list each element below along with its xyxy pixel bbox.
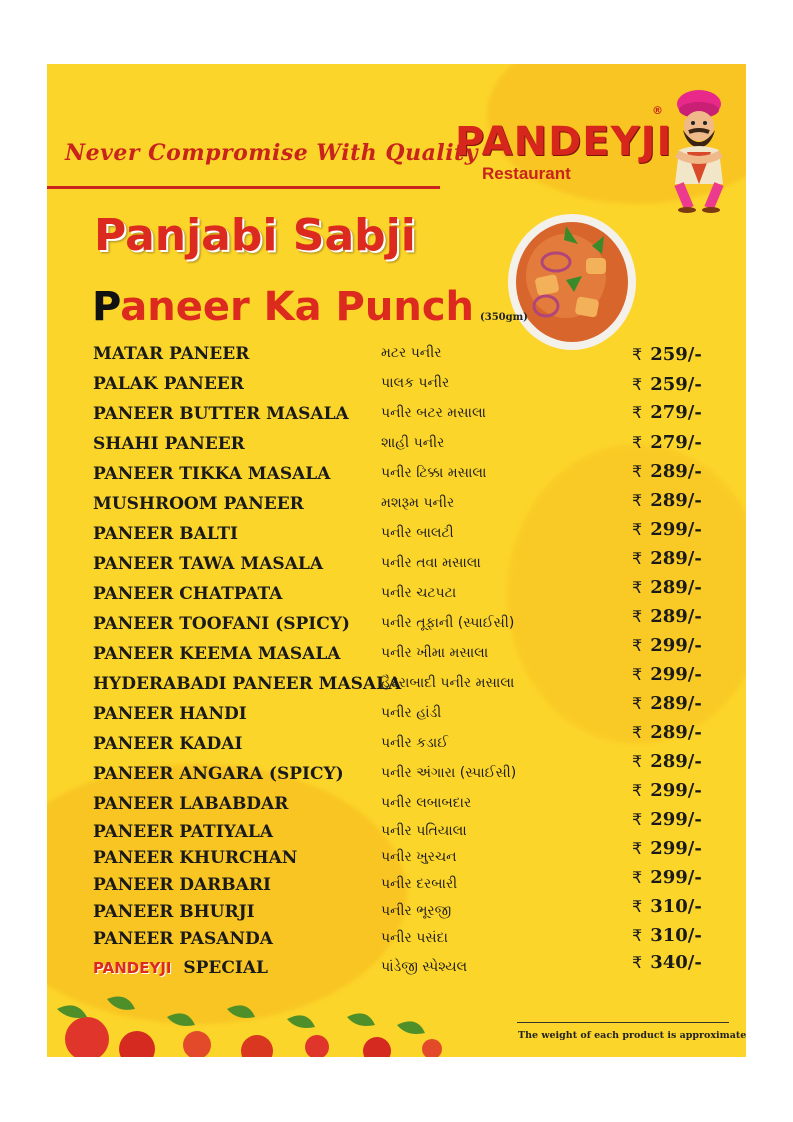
menu-item-gujarati: પાલક પનીર	[381, 375, 450, 391]
menu-item-name: SHAHI PANEER	[93, 434, 245, 454]
menu-item-name: PALAK PANEER	[93, 374, 244, 394]
special-name: SPECIAL	[183, 958, 269, 978]
menu-item-gujarati: પનીર લબાબદાર	[381, 795, 472, 811]
rupee-icon: ₹	[632, 953, 643, 972]
menu-item-name: PANEER HANDI	[93, 704, 247, 724]
registered-mark: ®	[652, 104, 663, 117]
chef-mascot-icon	[659, 84, 739, 214]
menu-item-price	[632, 925, 702, 946]
menu-item-price	[632, 519, 702, 540]
menu-item-name: HYDERABADI PANEER MASALA	[93, 674, 402, 694]
menu-item-gujarati: પાંડેજી સ્પેશ્યલ	[381, 959, 468, 975]
menu-item-price	[632, 838, 702, 859]
price-value: 299/-	[650, 867, 702, 888]
price-value: 299/-	[650, 809, 702, 830]
menu-item-price	[632, 751, 702, 772]
rupee-icon: ₹	[632, 520, 643, 539]
menu-item-gujarati: પનીર ભૂરજી	[381, 903, 452, 919]
price-value: 299/-	[650, 838, 702, 859]
rupee-icon: ₹	[632, 491, 643, 510]
menu-item-gujarati: પનીર દરબારી	[381, 876, 458, 892]
menu-item-price	[632, 344, 702, 365]
price-value: 289/-	[650, 606, 702, 627]
menu-item-price	[632, 606, 702, 627]
menu-item-gujarati: શાહી પનીર	[381, 435, 445, 451]
rupee-icon: ₹	[632, 868, 643, 887]
price-value: 299/-	[650, 519, 702, 540]
price-value: 299/-	[650, 664, 702, 685]
price-value: 279/-	[650, 432, 702, 453]
menu-item-price	[632, 722, 702, 743]
price-value: 289/-	[650, 548, 702, 569]
rupee-icon: ₹	[632, 810, 643, 829]
brand-subtitle: Restaurant	[482, 164, 571, 183]
tagline-underline	[47, 186, 440, 189]
rupee-icon: ₹	[632, 781, 643, 800]
menu-item-name: PANEER LABABDAR	[93, 794, 289, 814]
menu-item-gujarati: મશરૂમ પનીર	[381, 495, 455, 511]
price-value: 259/-	[650, 344, 702, 365]
brand-name: PANDEYJI	[455, 119, 673, 165]
menu-item-gujarati: પનીર કડાઈ	[381, 735, 449, 751]
portion-weight: (350gm)	[480, 312, 528, 323]
menu-item-name: PANEER KEEMA MASALA	[93, 644, 341, 664]
price-value: 289/-	[650, 751, 702, 772]
menu-page	[47, 64, 746, 1057]
menu-item-price	[632, 577, 702, 598]
price-value: 310/-	[650, 896, 702, 917]
menu-item-gujarati: પનીર અંગારા (સ્પાઈસી)	[381, 765, 517, 781]
menu-item-gujarati: પનીર પતિયાલા	[381, 823, 467, 839]
subtitle-first-letter: P	[92, 284, 121, 330]
menu-item-gujarati: મટર પનીર	[381, 345, 442, 361]
menu-item-name: PANEER PATIYALA	[93, 822, 274, 842]
menu-item-price	[632, 635, 702, 656]
tagline: Never Compromise With Quality	[65, 140, 478, 166]
menu-item-name: PANEER PASANDA	[93, 929, 273, 949]
menu-item-price	[632, 664, 702, 685]
menu-item-price	[632, 780, 702, 801]
rupee-icon: ₹	[632, 723, 643, 742]
price-value: 299/-	[650, 780, 702, 801]
menu-item-name: PANEER TIKKA MASALA	[93, 464, 331, 484]
menu-item-price	[632, 809, 702, 830]
rupee-icon: ₹	[632, 375, 643, 394]
tomato-herb-decoration-icon	[47, 969, 467, 1057]
menu-item-price	[632, 461, 702, 482]
menu-item-name: PANEER KADAI	[93, 734, 243, 754]
menu-item-name: MUSHROOM PANEER	[93, 494, 304, 514]
menu-item-gujarati: પનીર તવા મસાલા	[381, 555, 481, 571]
menu-item-gujarati: પનીર બાલટી	[381, 525, 454, 541]
menu-item-price	[632, 867, 702, 888]
rupee-icon: ₹	[632, 636, 643, 655]
menu-item-name: MATAR PANEER	[93, 344, 250, 364]
rupee-icon: ₹	[632, 752, 643, 771]
price-value: 289/-	[650, 722, 702, 743]
menu-item-gujarati: પનીર તૂફાની (સ્પાઈસી)	[381, 615, 515, 631]
rupee-icon: ₹	[632, 345, 643, 364]
rupee-icon: ₹	[632, 897, 643, 916]
rupee-icon: ₹	[632, 694, 643, 713]
section-title: Panjabi Sabji	[94, 210, 416, 261]
footnote-rule	[517, 1022, 729, 1023]
menu-item-name: PANEER BHURJI	[93, 902, 255, 922]
menu-item-price	[632, 402, 702, 423]
price-value: 289/-	[650, 693, 702, 714]
menu-item-price	[632, 896, 702, 917]
price-value: 289/-	[650, 577, 702, 598]
menu-item-gujarati: પનીર બટર મસાલા	[381, 405, 486, 421]
menu-item-name: PANEER CHATPATA	[93, 584, 283, 604]
menu-item-name: PANEER DARBARI	[93, 875, 271, 895]
price-value: 289/-	[650, 461, 702, 482]
rupee-icon: ₹	[632, 578, 643, 597]
menu-item-name: PANEER BALTI	[93, 524, 238, 544]
rupee-icon: ₹	[632, 926, 643, 945]
rupee-icon: ₹	[632, 607, 643, 626]
menu-item-price	[632, 548, 702, 569]
footnote: The weight of each product is approximate	[518, 1030, 746, 1041]
menu-item-name: PANEER TAWA MASALA	[93, 554, 324, 574]
menu-item-gujarati: પનીર ખીમા મસાલા	[381, 645, 489, 661]
price-value: 299/-	[650, 635, 702, 656]
rupee-icon: ₹	[632, 403, 643, 422]
menu-item-gujarati: પનીર ખુરચન	[381, 849, 457, 865]
menu-item-name: PANEER ANGARA (SPICY)	[93, 764, 344, 784]
price-value: 279/-	[650, 402, 702, 423]
rupee-icon: ₹	[632, 462, 643, 481]
paneer-curry-bowl-icon	[506, 206, 636, 354]
brand-logo	[455, 119, 673, 184]
background-splash	[507, 444, 746, 744]
menu-item-gujarati: હૈદરાબાદી પનીર મસાલા	[381, 675, 515, 691]
menu-item-gujarati: પનીર ચટપટા	[381, 585, 457, 601]
menu-item-name: PANEER KHURCHAN	[93, 848, 298, 868]
rupee-icon: ₹	[632, 665, 643, 684]
menu-item-price	[632, 952, 702, 973]
subtitle-rest: aneer Ka Punch	[120, 284, 474, 330]
menu-item-gujarati: પનીર હાંડી	[381, 705, 442, 721]
rupee-icon: ₹	[632, 549, 643, 568]
menu-item-price	[632, 490, 702, 511]
price-value: 289/-	[650, 490, 702, 511]
menu-item-name: PANEER BUTTER MASALA	[93, 404, 349, 424]
rupee-icon: ₹	[632, 839, 643, 858]
menu-item-price	[632, 693, 702, 714]
menu-item-price	[632, 374, 702, 395]
rupee-icon: ₹	[632, 433, 643, 452]
menu-item-price	[632, 432, 702, 453]
price-value: 310/-	[650, 925, 702, 946]
special-brand: PANDEYJI	[93, 959, 172, 977]
section-subtitle	[92, 284, 528, 330]
special-price: 340/-	[650, 952, 702, 973]
price-value: 259/-	[650, 374, 702, 395]
menu-item-gujarati: પનીર પસંદા	[381, 930, 448, 946]
menu-item-name: PANEER TOOFANI (SPICY)	[93, 614, 350, 634]
menu-item-gujarati: પનીર ટિક્કા મસાલા	[381, 465, 487, 481]
